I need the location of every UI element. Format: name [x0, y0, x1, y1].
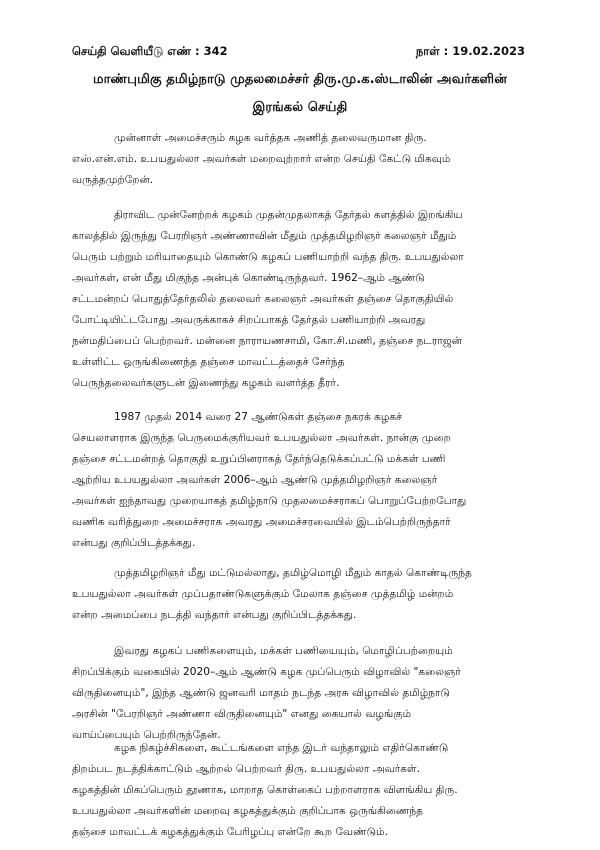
text-line: கழகத்தின் மிகப்பெரும் தூணாக, மாறாத கொள்கைப் பற்றாளராக விளங்கிய திரு.	[72, 784, 458, 796]
text-line: அவர்கள், என் மீது மிகுந்த அன்புக் கொண்டிருந்தவர். 1962–ஆம் ஆண்டு	[72, 272, 425, 284]
text-line: அரசின் "பேரறிஞர் அண்ணா விருதினையும்" எனது கையால் வழங்கும்	[72, 708, 412, 720]
text-line: என்ற அமைப்பை நடத்தி வந்தார் என்பது குறிப்பிடத்தக்கது.	[72, 609, 357, 621]
paragraph-2	[72, 205, 544, 394]
paragraph-1	[72, 128, 544, 191]
release-date: நாள் : 19.02.2023	[415, 44, 525, 58]
text-line: சிறப்பிக்கும் வகையில் 2020–ஆம் ஆண்டு கழக முப்பெரும் விழாவில் "கலைஞர்	[72, 666, 461, 678]
text-line: சட்டமன்றப் பொதுத்தேர்தலில் தலைவர் கலைஞர் அவர்கள் தஞ்சை தொகுதியில்	[72, 293, 454, 305]
text-line: வருத்தமுற்றேன்.	[72, 174, 154, 186]
text-line: எஸ்.என்.எம். உபயதுல்லா அவர்கள் மறைவுற்றார் என்ற செய்தி கேட்டு மிகவும்	[72, 153, 451, 165]
text-line: தஞ்சை சட்டமன்றத் தொகுதி உறுப்பினராகத் தேர்ந்தெடுக்கப்பட்டு மக்கள் பணி	[72, 453, 446, 465]
text-line: அவர்கள் ஐந்தாவது முறையாகத் தமிழ்நாடு முதலமைச்சராகப் பொறுப்பேற்றபோது	[72, 495, 467, 507]
text-line: விருதினையும்", இந்த ஆண்டு ஜனவரி மாதம் நடந்த அரசு விழாவில் தமிழ்நாடு	[72, 687, 451, 699]
text-line: தஞ்சை மாவட்டக் கழகத்துக்கும் பேரிழப்பு என்றே கூற வேண்டும்.	[72, 826, 388, 838]
paragraph-3	[72, 407, 544, 554]
text-line: ஆற்றிய உபயதுல்லா அவர்கள் 2006–ஆம் ஆண்டு முத்தமிழறிஞர் கலைஞர்	[72, 474, 438, 486]
text-line: திறம்பட நடத்திக்காட்டும் ஆற்றல் பெற்றவர் திரு. உபயதுல்லா அவர்கள்.	[72, 763, 420, 775]
paragraph-5	[72, 641, 544, 746]
text-line: உள்ளிட்ட ஒருங்கிணைந்த தஞ்சை மாவட்டத்தைச் சேர்ந்த	[72, 356, 345, 368]
paragraph-4	[72, 563, 544, 626]
text-line: உபயதுல்லா அவர்கள் முப்பதாண்டுகளுக்கும் மேலாக தஞ்சை முத்தமிழ் மன்றம்	[72, 588, 454, 600]
text-line: முத்தமிழறிஞர் மீது மட்டுமல்லாது, தமிழ்மொழி மீதும் காதல் கொண்டிருந்த	[114, 567, 472, 579]
text-line: இவரது கழகப் பணிகளையும், மக்கள் பணியையும், மொழிப்பற்றையும்	[114, 645, 453, 657]
text-line: வாய்ப்பையும் பெற்றிருந்தேன்.	[72, 729, 221, 741]
text-line: வணிக வரித்துறை அமைச்சராக அவரது அமைச்சரவையில் இடம்பெற்றிருந்தார்	[72, 516, 451, 528]
text-line: 1987 முதல் 2014 வரை 27 ஆண்டுகள் தஞ்சை நகரக் கழகச்	[114, 411, 403, 423]
text-line: கழக நிகழ்ச்சிகளை, கூட்டங்களை எந்த இடர் வந்தாலும் எதிர்கொண்டு	[114, 742, 449, 754]
text-line: பெருந்தலைவர்களுடன் இணைந்து கழகம் வளர்த்த தீரர்.	[72, 377, 340, 389]
paragraph-6	[72, 738, 544, 843]
text-line: முன்னாள் அமைச்சரும் கழக வர்த்தக அணித் தலைவருமான திரு.	[114, 132, 427, 144]
text-line: செயலாளராக இருந்த பெருமைக்குரியவர் உபயதுல்லா அவர்கள். நான்கு முறை	[72, 432, 451, 444]
text-line: பெரும் பற்றும் மரியாதையும் கொண்டு கழகப் பணியாற்றி வந்த திரு. உபயதுல்லா	[72, 251, 464, 263]
release-number: செய்தி வெளியீடு எண் : 342	[72, 44, 228, 58]
document-title: மாண்புமிகு தமிழ்நாடு முதலமைச்சர் திரு.மு.க.ஸ்டாலின் அவர்களின்	[92, 72, 508, 87]
text-line: காலத்தில் இருந்து பேரறிஞர் அண்ணாவின் மீதும் முத்தமிழறிஞர் கலைஞர் மீதும்	[72, 230, 457, 242]
text-line: நன்மதிப்பைப் பெற்றவர். மன்னை நாராயணசாமி, கோ.சி.மணி, தஞ்சை நடராஜன்	[72, 335, 462, 347]
text-line: திராவிட முன்னேற்றக் கழகம் முதன்முதலாகத் தேர்தல் களத்தில் இறங்கிய	[114, 209, 463, 221]
document-subtitle: இரங்கல் செய்தி	[252, 100, 348, 115]
text-line: போட்டியிட்டபோது அவருக்காகச் சிறப்பாகத் தேர்தல் பணியாற்றி அவரது	[72, 314, 426, 326]
text-line: என்பது குறிப்பிடத்தக்கது.	[72, 537, 196, 549]
text-line: உபயதுல்லா அவர்களின் மறைவு கழகத்துக்கும் குறிப்பாக ஒருங்கிணைந்த	[72, 805, 424, 817]
